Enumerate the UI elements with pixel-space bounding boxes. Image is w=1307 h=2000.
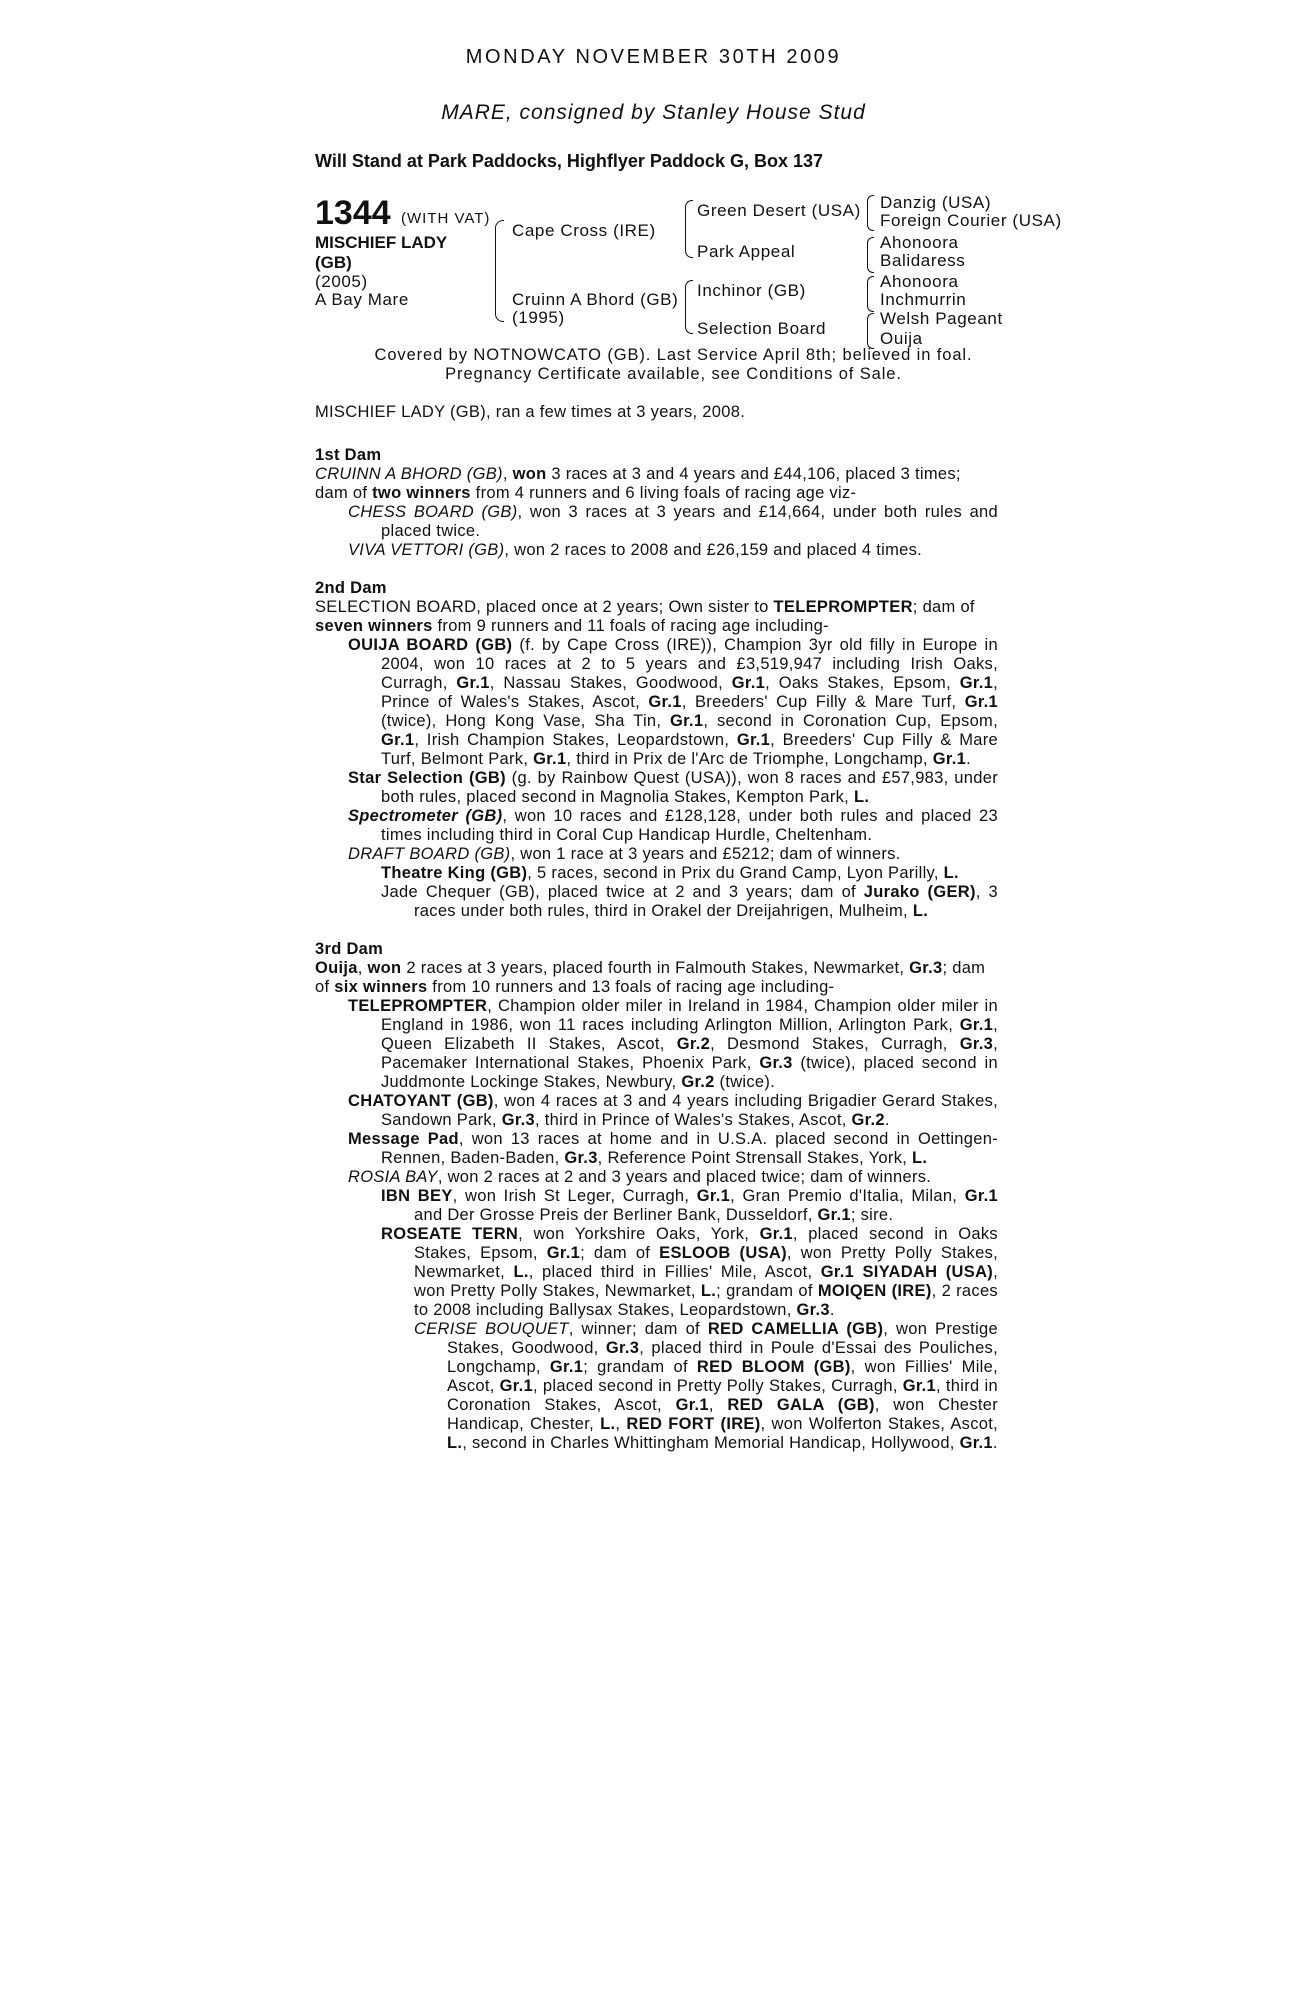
pedigree-sire-sire: Green Desert (USA) (697, 201, 861, 220)
pedigree-g5: Ahonoora (880, 272, 959, 291)
pedigree-g2: Foreign Courier (USA) (880, 211, 1062, 230)
grade-label: L. (600, 1415, 616, 1433)
text-run: , third in Prix de l'Arc de Triomphe, Longchamp, (566, 750, 933, 768)
pedigree-brace-main (495, 220, 504, 322)
horse-name: TELEPROMPTER (348, 997, 488, 1015)
mare-description: A Bay Mare (315, 290, 409, 309)
pedigree-brace-g56 (867, 276, 874, 312)
grade-label: Gr.3 (959, 1035, 994, 1053)
text-run: from 10 runners and 13 foals of racing age including- (427, 978, 835, 996)
pedigree-dam-year: (1995) (512, 308, 565, 327)
text-run: , Prince of Wales's Stakes, Ascot, (381, 674, 998, 711)
sale-date: MONDAY NOVEMBER 30TH 2009 (465, 46, 842, 68)
pedigree-g7: Welsh Pageant (880, 309, 1003, 328)
grade-label: Gr.1 (932, 750, 967, 768)
text-run: , won Pretty Polly Stakes, Newmarket, (414, 1263, 998, 1300)
text-run: (twice). (714, 1073, 776, 1091)
text-run: , Gran Premio d'Italia, Milan, (730, 1187, 965, 1205)
pedigree-brace-dam (685, 280, 693, 334)
text-run: . (829, 1301, 835, 1319)
text-run: , won Pretty Polly Stakes, Newmarket, (414, 1244, 998, 1281)
text-run: , won Prestige Stakes, Goodwood, (447, 1320, 998, 1357)
produce-roseate-tern (315, 1225, 998, 1320)
text-run: , placed third in Poule d'Essai des Pouliches, Longchamp, (447, 1339, 998, 1376)
third-dam-heading: 3rd Dam (315, 940, 384, 958)
text-run: . (884, 1111, 890, 1129)
grade-label: Gr.1 (964, 693, 998, 711)
text-run: , Pacemaker International Stakes, Phoenix Park, (381, 1035, 998, 1072)
grade-label: Gr.3 (605, 1339, 640, 1357)
pedigree-brace-g34 (867, 237, 874, 273)
grade-label: L. (943, 864, 959, 882)
catalogue-body (315, 403, 998, 1453)
horse-name: CHESS BOARD (GB) (348, 503, 518, 521)
grade-label: Gr.2 (851, 1111, 885, 1129)
horse-name: RED BLOOM (GB) (696, 1358, 851, 1376)
covered-line-1: Covered by NOTNOWCATO (GB). Last Service April 8th; believed in foal. (374, 346, 973, 364)
text-run: ; dam of (912, 598, 975, 616)
produce-chess-board (315, 503, 998, 541)
winners-count: two winners (372, 484, 471, 502)
produce-draft-board (315, 845, 998, 864)
text-run: , won 3 races at 3 years and £14,664, under both rules and placed twice. (381, 503, 998, 540)
won-label: won (367, 959, 402, 977)
text-run: , won 1 race at 3 years and £5212; dam of winners. (510, 845, 901, 863)
grade-label: Gr.1 (902, 1377, 937, 1395)
grade-label: Gr.3 (564, 1149, 598, 1167)
covered-line-2: Pregnancy Certificate available, see Conditions of Sale. (445, 365, 902, 383)
pedigree-dam: Cruinn A Bhord (GB) (512, 290, 679, 309)
grade-label: Gr.1 (759, 1225, 793, 1243)
text-run: , won 2 races to 2008 and £26,159 and placed 4 times. (504, 541, 923, 559)
text-run: , Nassau Stakes, Goodwood, (489, 674, 732, 692)
first-dam-heading: 1st Dam (315, 446, 382, 464)
text-run: and Der Grosse Preis der Berliner Bank, Dusseldorf, (414, 1206, 818, 1224)
text-run: , won Chester Handicap, Chester, (447, 1396, 998, 1433)
text-run: , placed third in Fillies' Mile, Ascot, (528, 1263, 821, 1281)
text-run: , placed second in Oaks Stakes, Epsom, (414, 1225, 998, 1262)
text-run: , third in Prince of Wales's Stakes, Ascot, (535, 1111, 852, 1129)
text-run: from 4 runners and 6 living foals of racing age viz- (470, 484, 857, 502)
produce-ouija-board (315, 636, 998, 769)
pedigree-g8: Ouija (880, 329, 923, 348)
grade-label: Gr.1 (670, 712, 704, 730)
produce-message-pad (315, 1130, 998, 1168)
text-run: SELECTION BOARD, placed once at 2 years; Own sister to (315, 598, 774, 616)
text-run: , third in Coronation Stakes, Ascot, (447, 1377, 998, 1414)
text-run: , 5 races, second in Prix du Grand Camp, Lyon Parilly, (527, 864, 944, 882)
grade-label: Gr.1 (736, 731, 771, 749)
produce-cerise-bouquet (315, 1320, 998, 1453)
grade-label: Gr.1 (675, 1396, 709, 1414)
grade-label: Gr.1 (820, 1263, 855, 1281)
horse-name: TELEPROMPTER (773, 598, 913, 616)
mare-name-line2: (GB) (315, 253, 352, 272)
mare-name-line1: MISCHIEF LADY (315, 233, 448, 252)
text-run: , won 10 races and £128,128, under both rules and placed 23 times including third in Coral Cup Handicap Hurdle, Cheltenham. (381, 807, 999, 844)
produce-spectrometer (315, 807, 998, 845)
horse-name: Star Selection (GB) (348, 769, 506, 787)
text-run: , won 13 races at home and in U.S.A. placed second in Oettingen-Rennen, Baden-Baden, (381, 1130, 998, 1167)
pedigree-brace-g78 (867, 313, 874, 349)
pedigree-g3: Ahonoora (880, 233, 959, 252)
text-run: , 2 races to 2008 including Ballysax Stakes, Leopardstown, (414, 1282, 998, 1319)
grade-label: Gr.1 (549, 1358, 584, 1376)
grade-label: L. (447, 1434, 463, 1452)
grade-label: Gr.3 (501, 1111, 535, 1129)
consignment-line: MARE, consigned by Stanley House Stud (441, 101, 866, 124)
won-label: won (512, 465, 547, 483)
pedigree-sire-dam: Park Appeal (697, 242, 796, 261)
produce-theatre-king (315, 864, 998, 883)
horse-name: ESLOOB (USA) (659, 1244, 787, 1262)
text-run: , won 2 races at 2 and 3 years and placed twice; dam of winners. (437, 1168, 932, 1186)
horse-name: DRAFT BOARD (GB) (348, 845, 511, 863)
grade-label: Gr.3 (909, 959, 943, 977)
horse-name: Theatre King (GB) (381, 864, 528, 882)
grade-label: Gr.1 (731, 674, 766, 692)
text-run: ; sire. (850, 1206, 894, 1224)
text-run: , Queen Elizabeth II Stakes, Ascot, (381, 1016, 998, 1053)
second-dam-text (315, 598, 998, 636)
horse-name: RED GALA (GB) (727, 1396, 875, 1414)
grade-label: Gr.1 (533, 750, 567, 768)
text-run: , won Fillies' Mile, Ascot, (447, 1358, 999, 1395)
second-dam-heading: 2nd Dam (315, 579, 387, 597)
mare-summary: MISCHIEF LADY (GB), ran a few times at 3 years, 2008. (315, 403, 746, 421)
pedigree-dam-sire: Inchinor (GB) (697, 281, 806, 300)
text-run: , Oaks Stakes, Epsom, (765, 674, 960, 692)
text-run: from 9 runners and 11 foals of racing age including- (432, 617, 829, 635)
stand-location: Will Stand at Park Paddocks, Highflyer Paddock G, Box 137 (315, 151, 823, 171)
produce-ibn-bey (315, 1187, 998, 1225)
text-run: , Breeders' Cup Filly & Mare Turf, Belmont Park, (381, 731, 998, 768)
produce-teleprompter (315, 997, 998, 1092)
third-dam-text (315, 959, 998, 997)
horse-name: ROSIA BAY (348, 1168, 438, 1186)
horse-name: IBN BEY (381, 1187, 453, 1205)
foaled-year: (2005) (315, 272, 368, 291)
pedigree-g4: Balidaress (880, 251, 966, 270)
text-run: (f. by Cape Cross (IRE)), Champion 3yr old filly in Europe in 2004, won 10 races at 2 to 5 years and £3,519,947 including Irish Oaks, Curragh, (381, 636, 998, 692)
horse-name: RED FORT (IRE) (626, 1415, 761, 1433)
grade-label: Gr.1 (959, 1016, 994, 1034)
text-run: , Irish Champion Stakes, Leopardstown, (414, 731, 737, 749)
horse-name: CERISE BOUQUET (414, 1320, 569, 1338)
grade-label: Gr.1 (959, 674, 994, 692)
grade-label: L. (912, 1149, 928, 1167)
text-run: , won 4 races at 3 and 4 years including Brigadier Gerard Stakes, Sandown Park, (381, 1092, 998, 1129)
text-run: , (502, 465, 513, 483)
text-run: , won Yorkshire Oaks, York, (518, 1225, 760, 1243)
text-run: . (966, 750, 971, 768)
horse-name: ROSEATE TERN (381, 1225, 519, 1243)
lot-number: 1344 (315, 194, 391, 232)
grade-label: Gr.1 (499, 1377, 533, 1395)
grade-label: Gr.1 (817, 1206, 851, 1224)
text-run: , Reference Point Strensall Stakes, York, (597, 1149, 913, 1167)
text-run: ; grandam of (583, 1358, 697, 1376)
horse-name: MOIQEN (IRE) (817, 1282, 932, 1300)
grade-label: L. (700, 1282, 717, 1300)
grade-label: Gr.1 (648, 693, 682, 711)
text-run: (g. by Rainbow Quest (USA)), won 8 races and £57,983, under both rules, placed second in Magnolia Stakes, Kempton Park, (381, 769, 999, 806)
produce-jade-chequer (315, 883, 998, 921)
text-run: . (992, 1434, 998, 1452)
produce-chatoyant (315, 1092, 998, 1130)
horse-name: Ouija (315, 959, 358, 977)
text-run: , second in Coronation Cup, Epsom, (703, 712, 998, 730)
grade-label: L. (912, 902, 929, 920)
text-run: (twice), Hong Kong Vase, Sha Tin, (381, 712, 671, 730)
mare-name (315, 233, 447, 273)
horse-name: Jurako (GER) (863, 883, 976, 901)
grade-label: Gr.1 (546, 1244, 581, 1262)
text-run: , winner; dam of (568, 1320, 708, 1338)
grade-label: Gr.1 (381, 731, 415, 749)
text-run: , 3 races under both rules, third in Orakel der Dreijahrigen, Mulheim, (414, 883, 998, 920)
horse-name: RED CAMELLIA (GB) (707, 1320, 884, 1338)
text-run: , Breeders' Cup Filly & Mare Turf, (681, 693, 965, 711)
pedigree-dam-dam: Selection Board (697, 319, 827, 338)
grade-label: L. (513, 1263, 529, 1281)
text-run: , (615, 1415, 627, 1433)
text-run: ; dam of (315, 959, 986, 996)
text-run: Jade Chequer (GB), placed twice at 2 and 3 years; dam of (381, 883, 864, 901)
grade-label: Gr.2 (676, 1035, 711, 1053)
dam-name: CRUINN A BHORD (GB) (315, 465, 503, 483)
grade-label: Gr.3 (796, 1301, 830, 1319)
grade-label: Gr.1 (696, 1187, 731, 1205)
winners-count: seven winners (315, 617, 433, 635)
grade-label: Gr.1 (964, 1187, 998, 1205)
pedigree-brace-sire (685, 200, 693, 258)
text-run: ; grandam of (716, 1282, 818, 1300)
text-run: , second in Charles Whittingham Memorial Handicap, Hollywood, (462, 1434, 960, 1452)
produce-rosia-bay (315, 1168, 998, 1187)
text-run: ; dam of (580, 1244, 660, 1262)
winners-count: six winners (334, 978, 428, 996)
text-run: 2 races at 3 years, placed fourth in Falmouth Stakes, Newmarket, (401, 959, 910, 977)
text-run: , won Irish St Leger, Curragh, (452, 1187, 697, 1205)
text-run: , won Wolferton Stakes, Ascot, (760, 1415, 998, 1433)
horse-name: SIYADAH (USA) (862, 1263, 994, 1281)
produce-viva-vettori (315, 541, 998, 560)
text-run: , placed second in Pretty Polly Stakes, Curragh, (532, 1377, 903, 1395)
text-run (854, 1263, 862, 1281)
grade-label: Gr.1 (456, 674, 490, 692)
grade-label: Gr.2 (681, 1073, 715, 1091)
text-run: , (357, 959, 368, 977)
horse-name: Spectrometer (GB) (348, 807, 503, 825)
text-run: , Desmond Stakes, Curragh, (710, 1035, 960, 1053)
horse-name: Message Pad (348, 1130, 459, 1148)
pedigree-g1: Danzig (USA) (880, 193, 992, 212)
pedigree-sire: Cape Cross (IRE) (512, 221, 656, 240)
text-run: , Champion older miler in Ireland in 1984, Champion older miler in England in 1986, won 11 races including Arlington Million, Arlington Park, (381, 997, 998, 1034)
produce-star-selection (315, 769, 998, 807)
text-run: , (708, 1396, 728, 1414)
grade-label: L. (853, 788, 870, 806)
horse-name: OUIJA BOARD (GB) (348, 636, 513, 654)
grade-label: Gr.1 (959, 1434, 993, 1452)
pedigree-g6: Inchmurrin (880, 290, 967, 309)
text-run: 3 races at 3 and 4 years and £44,106, placed 3 times; dam of (315, 465, 961, 502)
horse-name: VIVA VETTORI (GB) (348, 541, 505, 559)
vat-note: (WITH VAT) (401, 210, 491, 227)
text-run: (twice), placed second in Juddmonte Lockinge Stakes, Newbury, (381, 1054, 998, 1091)
grade-label: Gr.3 (759, 1054, 793, 1072)
pedigree-brace-g12 (867, 195, 874, 231)
first-dam-text (315, 465, 998, 503)
horse-name: CHATOYANT (GB) (348, 1092, 494, 1110)
